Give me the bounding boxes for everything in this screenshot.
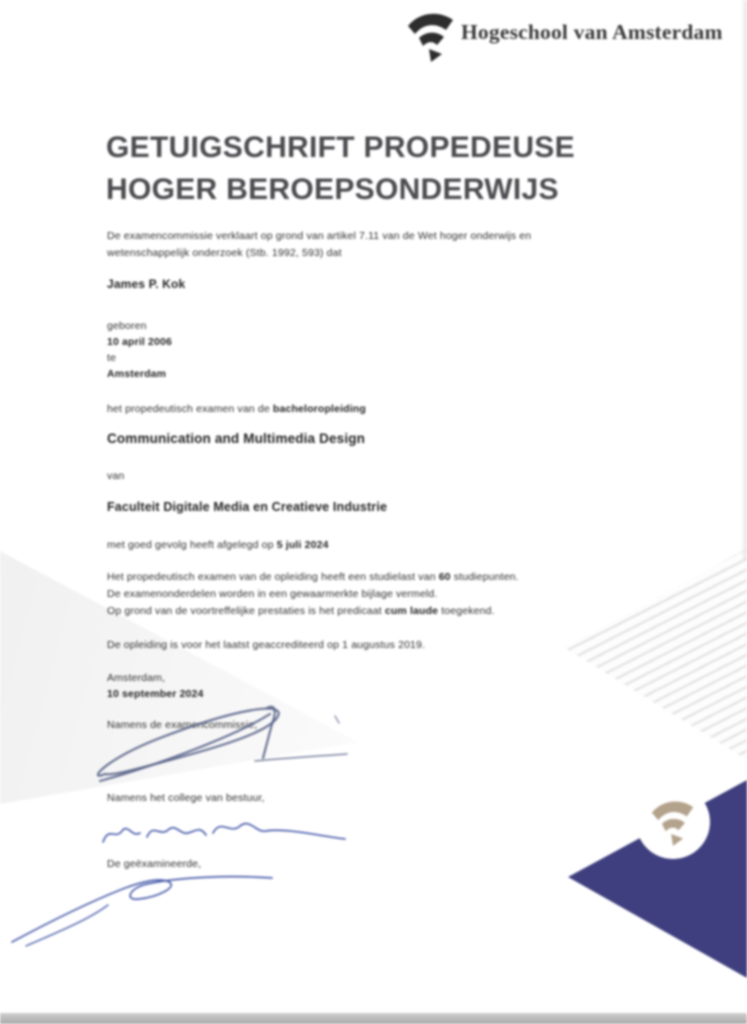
birth-place: Amsterdam bbox=[107, 368, 167, 380]
program-name: Communication and Multimedia Design bbox=[107, 431, 366, 446]
credits-value: 60 bbox=[438, 571, 451, 583]
signature-executive-board bbox=[95, 808, 353, 860]
examinee-label: De geëxamineerde, bbox=[107, 858, 202, 870]
born-label: geboren bbox=[107, 320, 147, 332]
signature-examinee bbox=[8, 860, 293, 950]
signature-exam-board bbox=[85, 696, 355, 792]
exam-board-label: Namens de examencommissie, bbox=[107, 719, 258, 731]
exam-line bbox=[107, 401, 366, 418]
credits-line bbox=[107, 569, 519, 586]
seal-badge bbox=[636, 785, 710, 859]
issue-date: 10 september 2024 bbox=[107, 688, 204, 700]
passed-prefix: met goed gevolg heeft afgelegd op bbox=[107, 539, 277, 551]
place-label: te bbox=[107, 352, 117, 364]
hva-bird-seal-icon bbox=[650, 797, 696, 847]
striped-triangle-right bbox=[564, 544, 747, 764]
page-title-line2: HOGER BEROEPSONDERWIJS bbox=[106, 173, 559, 206]
faculty-name: Faculteit Digitale Media en Creatieve Industrie bbox=[107, 500, 388, 514]
exam-line-prefix: het propedeutisch examen van de bbox=[107, 403, 273, 415]
credits-prefix: Het propedeutisch examen van de opleiding heeft een studielast van bbox=[107, 571, 439, 583]
passed-line bbox=[107, 537, 329, 554]
exam-line-bold: bacheloropleiding bbox=[272, 403, 366, 415]
distinction-line bbox=[107, 603, 495, 620]
executive-board-label: Namens het college van bestuur, bbox=[107, 792, 265, 804]
city-label: Amsterdam, bbox=[107, 672, 166, 684]
page-edge-shadow-bottom bbox=[0, 1013, 747, 1024]
page-title-line1: GETUIGSCHRIFT PROPEDEUSE bbox=[106, 131, 575, 164]
distinction-suffix: toegekend. bbox=[438, 605, 495, 617]
annex-line: De examenonderdelen worden in een gewaarmerkte bijlage vermeld. bbox=[107, 588, 438, 600]
intro-line2: wetenschappelijk onderzoek (Stb. 1992, 593) dat bbox=[107, 247, 342, 259]
institution-name: Hogeschool van Amsterdam bbox=[461, 20, 723, 44]
intro-line1: De examencommissie verklaart op grond van artikel 7.11 van de Wet hoger onderwijs en bbox=[107, 230, 532, 242]
passed-date: 5 juli 2024 bbox=[276, 539, 329, 551]
accreditation-line: De opleiding is voor het laatst geaccrediteerd op 1 augustus 2019. bbox=[107, 639, 426, 651]
credits-suffix: studiepunten. bbox=[450, 571, 519, 583]
student-name: James P. Kok bbox=[107, 277, 186, 291]
distinction-prefix: Op grond van de voortreffelijke prestaties is het predicaat bbox=[107, 605, 385, 617]
distinction-bold: cum laude bbox=[384, 605, 439, 617]
hva-bird-logo-icon bbox=[406, 9, 456, 63]
page-edge-shadow-right bbox=[741, 0, 747, 560]
birth-date: 10 april 2006 bbox=[107, 336, 172, 348]
of-label: van bbox=[107, 470, 125, 482]
